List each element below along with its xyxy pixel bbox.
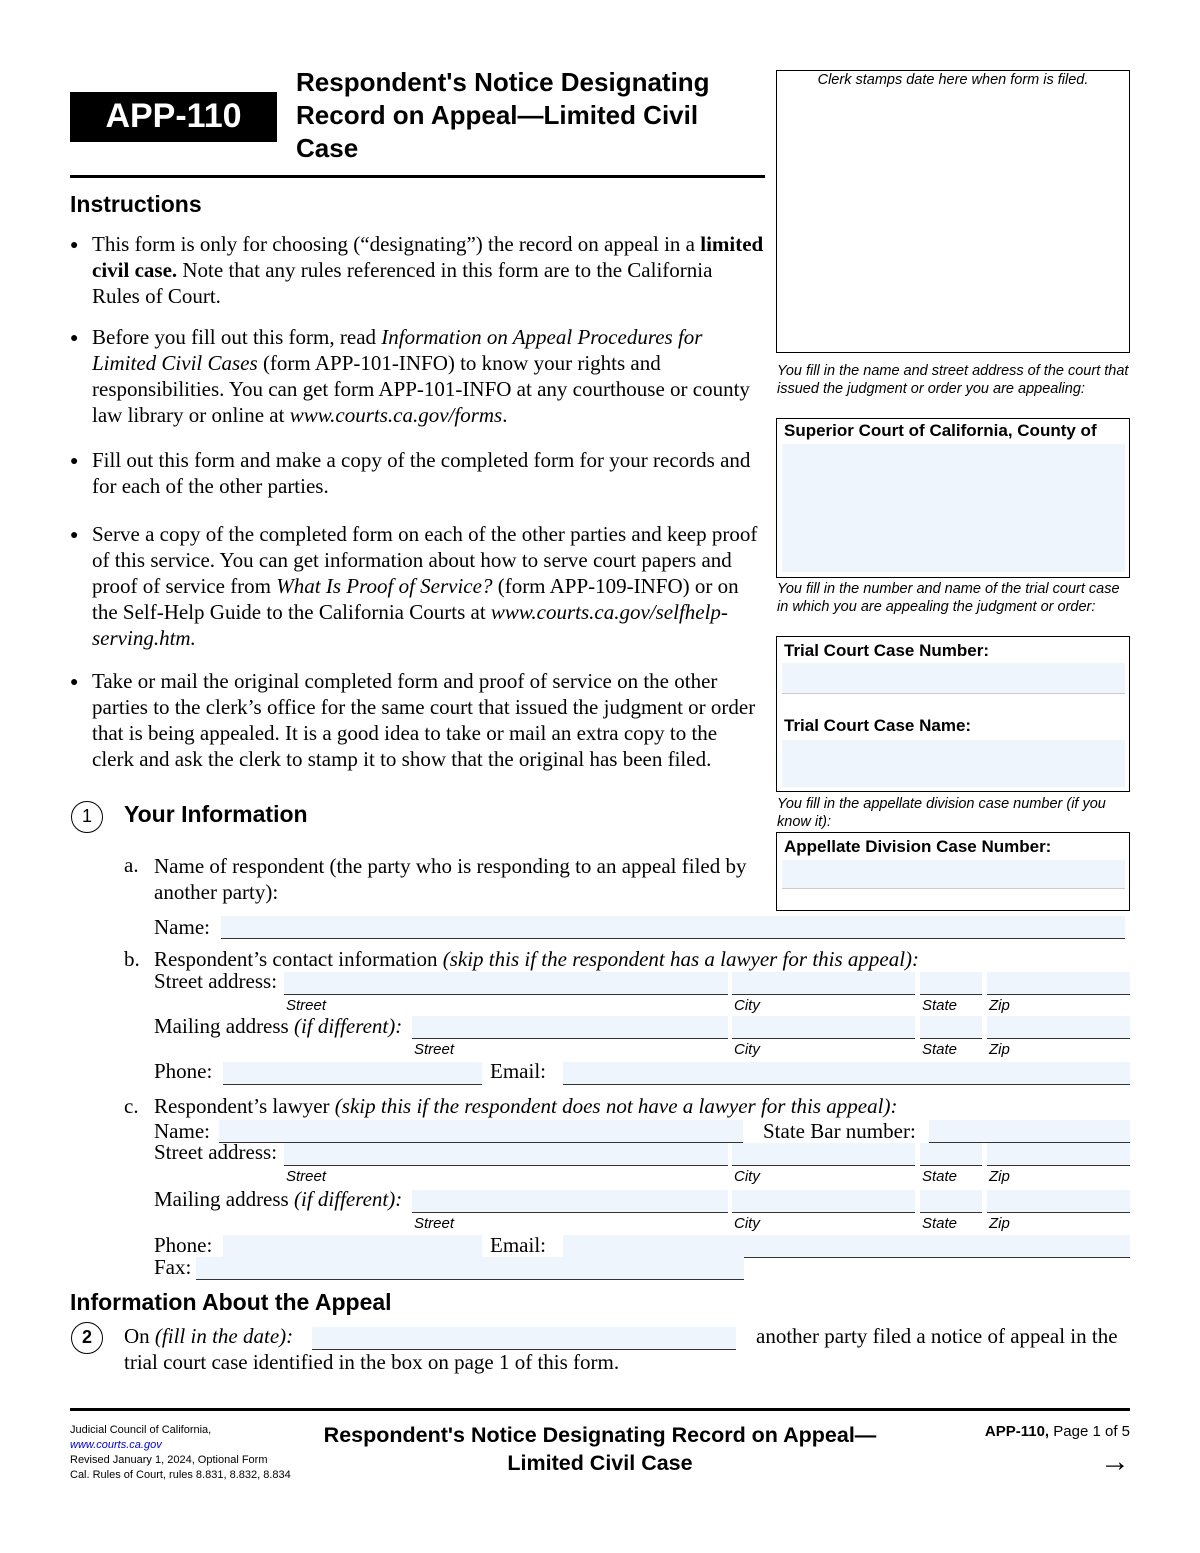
- city-field[interactable]: [732, 972, 915, 995]
- section-2-number: 2: [71, 1322, 103, 1354]
- phone-field[interactable]: [223, 1062, 482, 1085]
- state-caption: State: [922, 1168, 958, 1185]
- court-note: You fill in the name and street address of the court that issued the judgment or order you are appealing:: [777, 363, 1129, 397]
- lawyer-email-field[interactable]: [563, 1235, 1130, 1258]
- next-page-arrow-icon: →: [1100, 1445, 1130, 1478]
- case-name-field[interactable]: [782, 740, 1125, 787]
- instruction-item: Fill out this form and make a copy of the completed form for your records and for each of the other parties.: [92, 448, 751, 498]
- state-bar-field[interactable]: [929, 1120, 1130, 1143]
- item-c-text: Respondent’s lawyer (skip this if the respondent does not have a lawyer for this appeal):: [154, 1094, 898, 1118]
- appeal-info-heading: Information About the Appeal: [70, 1289, 392, 1315]
- instruction-item: Take or mail the original completed form and proof of service on the other parties to the clerk’s office for the same court that issued the judgment or order that is being appealed. It is a good idea to take or mail an extra copy to the clerk and ask the clerk to stamp it to show that the original has been filed.: [92, 669, 756, 771]
- case-number-field[interactable]: [782, 663, 1125, 694]
- section-1-heading: Your Information: [124, 801, 308, 827]
- respondent-name-field[interactable]: [221, 916, 1125, 939]
- appeal-date-field[interactable]: [312, 1327, 736, 1350]
- instruction-item: This form is only for choosing (“designating”) the record on appeal in a limited civil case. Note that any rules referenced in this form are to the California Rules of Court.: [92, 232, 764, 308]
- mailing-address-label: Mailing address (if different):: [154, 1014, 403, 1038]
- bullet-icon: ●: [70, 528, 79, 543]
- state-bar-label: State Bar number:: [763, 1119, 916, 1143]
- lawyer-phone-label: Phone:: [154, 1233, 213, 1257]
- zip-caption: Zip: [989, 1041, 1010, 1058]
- case-note: You fill in the number and name of the trial court case in which you are appealing the judgment or order:: [777, 581, 1120, 615]
- item-b-letter: b.: [124, 947, 140, 971]
- respondent-name-label: Name:: [154, 915, 210, 939]
- lawyer-city-field[interactable]: [732, 1143, 915, 1166]
- section-1-number: 1: [71, 801, 103, 833]
- item-c-letter: c.: [124, 1094, 139, 1118]
- email-field[interactable]: [563, 1062, 1130, 1085]
- lawyer-phone-field[interactable]: [223, 1235, 482, 1258]
- city-caption: City: [734, 1215, 760, 1232]
- mailing-state-field[interactable]: [920, 1016, 982, 1039]
- street-caption: Street: [286, 1168, 327, 1185]
- phone-label: Phone:: [154, 1059, 213, 1083]
- lawyer-mailing-state-field[interactable]: [920, 1190, 982, 1213]
- lawyer-mailing-city-field[interactable]: [732, 1190, 915, 1213]
- mailing-city-field[interactable]: [732, 1016, 915, 1039]
- appellate-note: You fill in the appellate division case number (if you know it):: [777, 796, 1106, 830]
- footer-council: Judicial Council of California,: [70, 1424, 212, 1436]
- footer-left: [70, 1423, 291, 1483]
- court-name-address-field[interactable]: [782, 444, 1125, 572]
- lawyer-state-field[interactable]: [920, 1143, 982, 1166]
- form-id-badge: APP-110: [70, 92, 277, 142]
- instruction-item: Before you fill out this form, read Information on Appeal Procedures for Limited Civil Cases (form APP-101-INFO) to know your rights and responsibilities. You can get form APP-101-INFO at any courthouse or county law library or online at www.courts.ca.gov/forms.: [92, 325, 750, 427]
- city-caption: City: [734, 997, 760, 1014]
- city-caption: City: [734, 1168, 760, 1185]
- bullet-icon: ●: [70, 238, 79, 253]
- lawyer-email-label: Email:: [490, 1233, 546, 1257]
- street-address-label: Street address:: [154, 969, 278, 993]
- lawyer-mailing-street-field[interactable]: [412, 1190, 728, 1213]
- form-title: Respondent's Notice Designating Record on Appeal—Limited Civil Case: [296, 67, 710, 163]
- clerk-stamp-box: [776, 70, 1130, 353]
- city-caption: City: [734, 1041, 760, 1058]
- footer-page: APP-110, Page 1 of 5: [984, 1423, 1130, 1440]
- state-caption: State: [922, 997, 958, 1014]
- zip-field[interactable]: [987, 972, 1130, 995]
- lawyer-street-address-label: Street address:: [154, 1140, 278, 1164]
- fax-field[interactable]: [196, 1257, 744, 1280]
- street-caption: Street: [286, 997, 327, 1014]
- instruction-item: Serve a copy of the completed form on each of the other parties and keep proof of this service. You can get information about how to serve court papers and proof of service from What Is Proof of Service? (form APP-109-INFO) or on the Self-Help Guide to the California Courts at www.courts.ca.gov/selfhelp-serving.htm.: [92, 522, 758, 650]
- appellate-label: Appellate Division Case Number:: [784, 837, 1052, 856]
- lawyer-street-field[interactable]: [284, 1143, 728, 1166]
- state-field[interactable]: [920, 972, 982, 995]
- email-label: Email:: [490, 1059, 546, 1083]
- footer-url-link[interactable]: www.courts.ca.gov: [70, 1439, 162, 1451]
- appellate-case-number-field[interactable]: [782, 860, 1125, 889]
- court-label: Superior Court of California, County of: [784, 421, 1097, 440]
- zip-caption: Zip: [989, 1168, 1010, 1185]
- fax-label: Fax:: [154, 1255, 192, 1279]
- mailing-zip-field[interactable]: [987, 1016, 1130, 1039]
- zip-caption: Zip: [989, 997, 1010, 1014]
- appeal-date-label: On (fill in the date):: [124, 1324, 294, 1348]
- header-rule: [70, 175, 765, 178]
- lawyer-name-label: Name:: [154, 1119, 210, 1143]
- street-field[interactable]: [284, 972, 728, 995]
- lawyer-mailing-zip-field[interactable]: [987, 1190, 1130, 1213]
- footer-title: Respondent's Notice Designating Record on Appeal— Limited Civil Case: [323, 1423, 877, 1475]
- item-a-text: Name of respondent (the party who is responding to an appeal filed by another party):: [154, 854, 747, 904]
- state-caption: State: [922, 1215, 958, 1232]
- instructions-heading: Instructions: [70, 191, 202, 217]
- lawyer-name-field[interactable]: [219, 1120, 743, 1143]
- footer-rules: Cal. Rules of Court, rules 8.831, 8.832, 8.834: [70, 1469, 291, 1481]
- case-name-label: Trial Court Case Name:: [784, 716, 972, 735]
- bullet-icon: ●: [70, 454, 79, 469]
- lawyer-mailing-address-label: Mailing address (if different):: [154, 1187, 403, 1211]
- zip-caption: Zip: [989, 1215, 1010, 1232]
- clerk-stamp-note: Clerk stamps date here when form is filed.: [817, 72, 1089, 88]
- footer-rule: [70, 1408, 1130, 1411]
- street-caption: Street: [414, 1215, 455, 1232]
- appeal-text-line2: trial court case identified in the box on page 1 of this form.: [124, 1350, 620, 1374]
- bullet-icon: ●: [70, 331, 79, 346]
- item-b-text: Respondent’s contact information (skip this if the respondent has a lawyer for this appeal):: [154, 947, 920, 971]
- appeal-text-after: another party filed a notice of appeal in the: [756, 1324, 1118, 1348]
- bullet-icon: ●: [70, 675, 79, 690]
- footer-revised: Revised January 1, 2024, Optional Form: [70, 1454, 268, 1466]
- mailing-street-field[interactable]: [412, 1016, 728, 1039]
- case-number-label: Trial Court Case Number:: [784, 641, 989, 660]
- state-caption: State: [922, 1041, 958, 1058]
- lawyer-zip-field[interactable]: [987, 1143, 1130, 1166]
- item-a-letter: a.: [124, 853, 139, 877]
- street-caption: Street: [414, 1041, 455, 1058]
